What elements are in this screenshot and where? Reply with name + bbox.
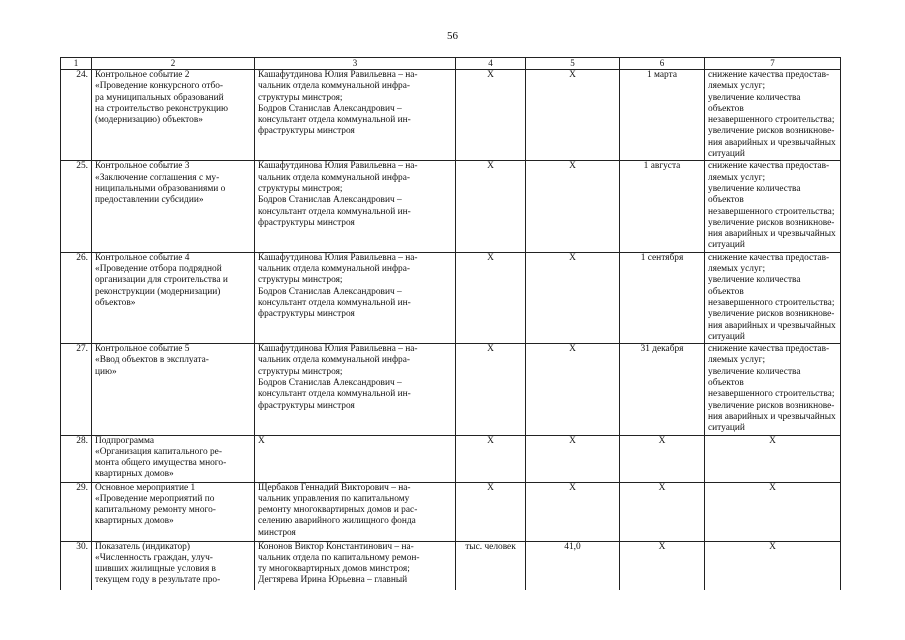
event-name: Контрольное событие 2 «Проведение конкурсного отбо- ра муниципальных образований на строительство реконструкцию (модернизацию) объектов»: [92, 70, 255, 161]
row-number: 26.: [61, 252, 92, 343]
col4-value: X: [456, 344, 526, 435]
col5-value: X: [526, 435, 620, 482]
risks: снижение качества предостав- ляемых услуг; увеличение количества объектов незавершенного строительства; увеличение рисков возникнове- ния аварийных и чрезвычайных ситуаций: [705, 344, 841, 435]
page-number: 56: [447, 30, 458, 42]
deadline: 1 августа: [620, 161, 705, 252]
risks: снижение качества предостав- ляемых услуг; увеличение количества объектов незавершенного строительства; увеличение рисков возникнове- ния аварийных и чрезвычайных ситуаций: [705, 252, 841, 343]
deadline: 31 декабря: [620, 344, 705, 435]
header-cell-1: 1: [61, 58, 92, 70]
header-cell-4: 4: [456, 58, 526, 70]
risks: X: [705, 435, 841, 482]
event-name: Контрольное событие 5 «Ввод объектов в эксплуата- цию»: [92, 344, 255, 435]
table-row: [61, 344, 841, 435]
col5-value: X: [526, 252, 620, 343]
table-row: [61, 161, 841, 252]
col4-value: X: [456, 482, 526, 541]
responsible: Щербаков Геннадий Викторович – на- чальник управления по капитальному ремонту многоквартирных домов и рас- селению аварийного жилищного фонда минстроя: [255, 482, 456, 541]
responsible: Кононов Виктор Константинович – на- чальник отдела по капитальному ремон- ту многоквартирных домов минстроя; Дегтярева Ирина Юрьевна – главный: [255, 541, 456, 590]
risks: снижение качества предостав- ляемых услуг; увеличение количества объектов незавершенного строительства; увеличение рисков возникнове- ния аварийных и чрезвычайных ситуаций: [705, 161, 841, 252]
deadline: 1 сентября: [620, 252, 705, 343]
risks: снижение качества предостав- ляемых услуг; увеличение количества объектов незавершенного строительства; увеличение рисков возникнове- ния аварийных и чрезвычайных ситуаций: [705, 70, 841, 161]
responsible: Кашафутдинова Юлия Равильевна – на- чальник отдела коммунальной инфра- структуры минстроя; Бодров Станислав Александрович – консультант отдела коммунальной ин- фраструктуры минстроя: [255, 161, 456, 252]
event-name: Контрольное событие 3 «Заключение соглашения с му- ниципальными образованиями о предоставлении субсидии»: [92, 161, 255, 252]
header-cell-2: 2: [92, 58, 255, 70]
table-row: [61, 252, 841, 343]
header-cell-5: 5: [526, 58, 620, 70]
deadline: X: [620, 482, 705, 541]
col5-value: X: [526, 161, 620, 252]
responsible: Кашафутдинова Юлия Равильевна – на- чальник отдела коммунальной инфра- структуры минстроя; Бодров Станислав Александрович – консультант отдела коммунальной ин- фраструктуры минстроя: [255, 344, 456, 435]
row-number: 30.: [61, 541, 92, 590]
table-row: [61, 435, 841, 482]
table-row: [61, 482, 841, 541]
deadline: X: [620, 541, 705, 590]
event-name: Подпрограмма «Организация капитального ре- монта общего имущества много- квартирных домов»: [92, 435, 255, 482]
deadline: 1 марта: [620, 70, 705, 161]
row-number: 25.: [61, 161, 92, 252]
header-row: [61, 58, 841, 70]
event-name: Контрольное событие 4 «Проведение отбора подрядной организации для строительства и реконструкции (модернизации) объектов»: [92, 252, 255, 343]
deadline: X: [620, 435, 705, 482]
header-cell-3: 3: [255, 58, 456, 70]
table-row: [61, 70, 841, 161]
responsible: X: [255, 435, 456, 482]
unit: тыс. человек: [456, 541, 526, 590]
risks: X: [705, 541, 841, 590]
target-value: 41,0: [526, 541, 620, 590]
col5-value: X: [526, 70, 620, 161]
event-name: Показатель (индикатор) «Численность граждан, улуч- шивших жилищные условия в текущем году в результате про-: [92, 541, 255, 590]
row-number: 24.: [61, 70, 92, 161]
col5-value: X: [526, 482, 620, 541]
col4-value: X: [456, 161, 526, 252]
row-number: 29.: [61, 482, 92, 541]
col4-value: X: [456, 435, 526, 482]
risks: X: [705, 482, 841, 541]
row-number: 27.: [61, 344, 92, 435]
header-cell-6: 6: [620, 58, 705, 70]
event-name: Основное мероприятие 1 «Проведение мероприятий по капитальному ремонту много- квартирных домов»: [92, 482, 255, 541]
col5-value: X: [526, 344, 620, 435]
col4-value: X: [456, 70, 526, 161]
col4-value: X: [456, 252, 526, 343]
responsible: Кашафутдинова Юлия Равильевна – на- чальник отдела коммунальной инфра- структуры минстроя; Бодров Станислав Александрович – консультант отдела коммунальной ин- фраструктуры минстроя: [255, 70, 456, 161]
row-number: 28.: [61, 435, 92, 482]
plan-table: [60, 57, 841, 590]
table-row: [61, 541, 841, 590]
header-cell-7: 7: [705, 58, 841, 70]
responsible: Кашафутдинова Юлия Равильевна – на- чальник отдела коммунальной инфра- структуры минстроя; Бодров Станислав Александрович – консультант отдела коммунальной ин- фраструктуры минстроя: [255, 252, 456, 343]
